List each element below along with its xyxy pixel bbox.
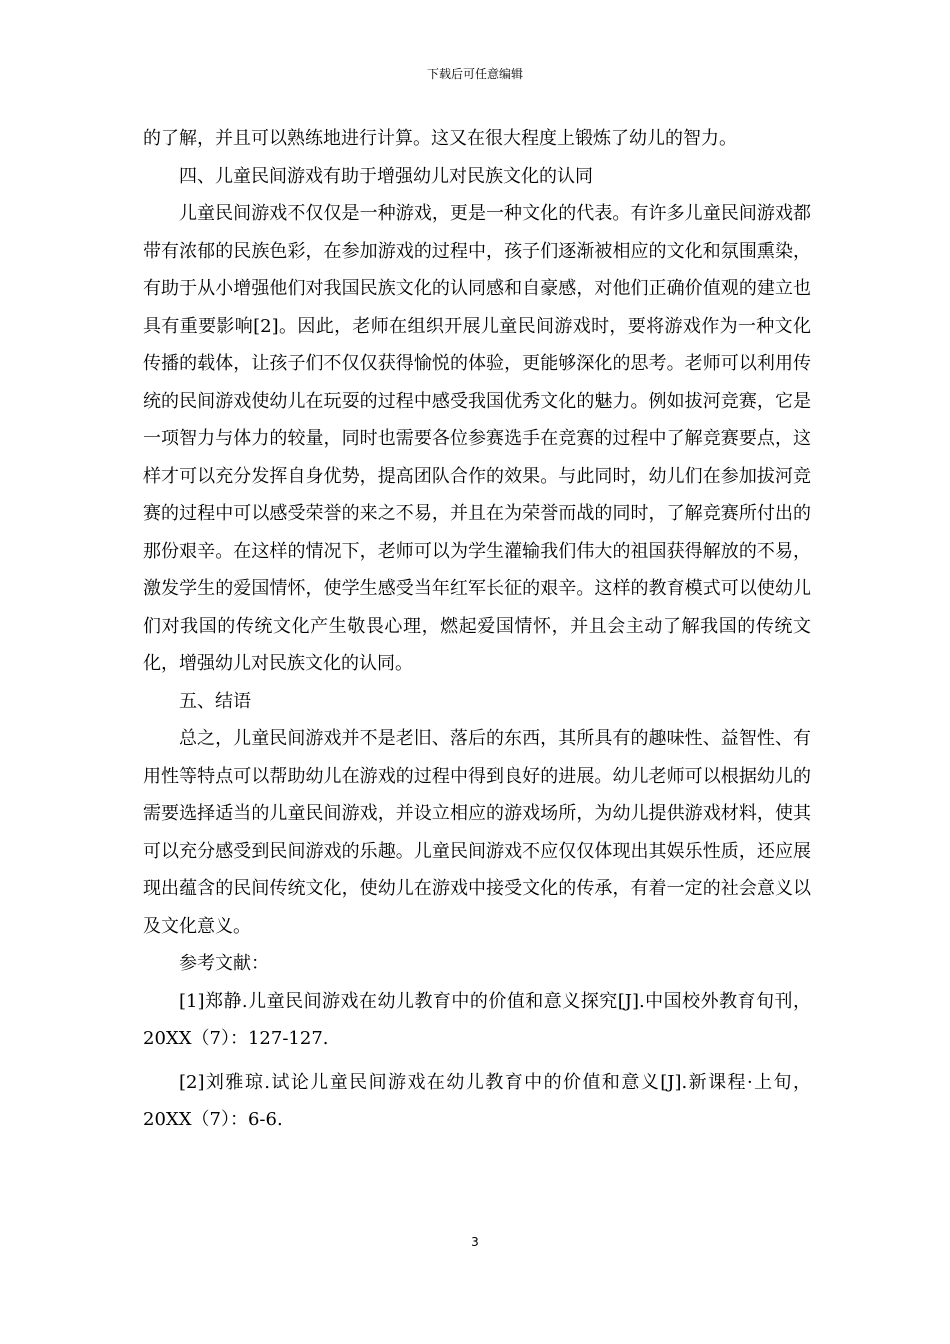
paragraph-section-4: 儿童民间游戏不仅仅是一种游戏，更是一种文化的代表。有许多儿童民间游戏都带有浓郁的民族色彩，在参加游戏的过程中，孩子们逐渐被相应的文化和氛围熏染，有助于从小增强他们对我国民族文化的认同感和自豪感，对他们正确价值观的建立也具有重要影响[2]。因此，老师在组织开展儿童民间游戏时，要将游戏作为一种文化传播的载体，让孩子们不仅仅获得愉悦的体验，更能够深化的思考。老师可以利用传统的民间游戏使幼儿在玩耍的过程中感受我国优秀文化的魅力。例如拔河竞赛，它是一项智力与体力的较量，同时也需要各位参赛选手在竞赛的过程中了解竞赛要点，这样才可以充分发挥自身优势，提高团队合作的效果。与此同时，幼儿们在参加拔河竞赛的过程中可以感受荣誉的来之不易，并且在为荣誉而战的同时，了解竞赛所付出的那份艰辛。在这样的情况下，老师可以为学生灌输我们伟大的祖国获得解放的不易，激发学生的爱国情怀，使学生感受当年红军长征的艰辛。这样的教育模式可以使幼儿们对我国的传统文化产生敬畏心理，燃起爱国情怀，并且会主动了解我国的传统文化，增强幼儿对民族文化的认同。 xyxy=(143,203,811,674)
page-number: 3 xyxy=(471,1235,479,1249)
reference-item-1: [1]郑静.儿童民间游戏在幼儿教育中的价值和意义探究[J].中国校外教育旬刊，20XX（7）：127-127. xyxy=(143,990,811,1049)
document-body xyxy=(143,120,811,1139)
section-heading-4: 四、儿童民间游戏有助于增强幼儿对民族文化的认同 xyxy=(179,165,593,187)
section-heading-5: 五、结语 xyxy=(179,690,251,712)
page-header: 下载后可任意编辑 xyxy=(426,67,523,81)
paragraph-conclusion: 总之，儿童民间游戏并不是老旧、落后的东西，其所具有的趣味性、益智性、有用性等特点可以帮助幼儿在游戏的过程中得到良好的进展。幼儿老师可以根据幼儿的需要选择适当的儿童民间游戏，并设立相应的游戏场所，为幼儿提供游戏材料，使其可以充分感受到民间游戏的乐趣。儿童民间游戏不应仅仅体现出其娱乐性质，还应展现出蕴含的民间传统文化，使幼儿在游戏中接受文化的传承，有着一定的社会意义以及文化意义。 xyxy=(143,728,811,937)
references-heading: 参考文献： xyxy=(179,953,269,974)
reference-item-2: [2]刘雅琼.试论儿童民间游戏在幼儿教育中的价值和意义[J].新课程·上旬，20XX（7）：6-6. xyxy=(143,1071,811,1130)
paragraph-continuation: 的了解，并且可以熟练地进行计算。这又在很大程度上锻炼了幼儿的智力。 xyxy=(143,128,737,149)
